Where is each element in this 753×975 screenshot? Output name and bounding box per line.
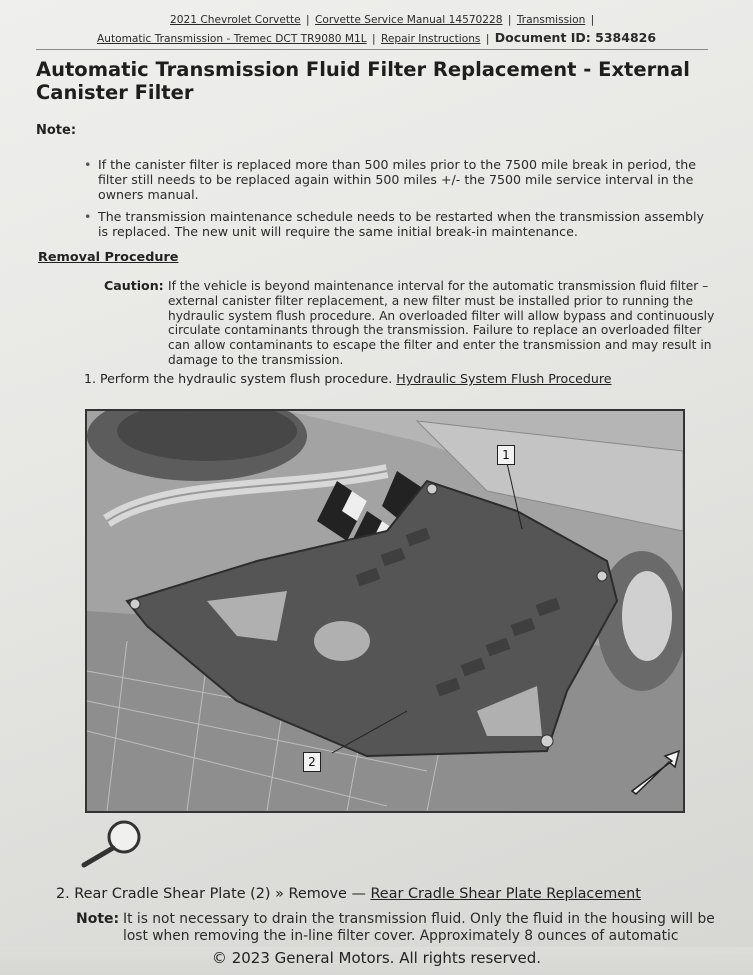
- page-title: Automatic Transmission Fluid Filter Replacement - External Canister Filter: [36, 58, 690, 104]
- callout-1: 1: [497, 445, 515, 465]
- caution-label: Caution:: [104, 278, 164, 293]
- breadcrumb-separator: |: [590, 14, 595, 26]
- breadcrumb-automatic-transmission-link[interactable]: Automatic Transmission - Tremec DCT TR9080 M1L: [97, 33, 367, 45]
- zoom-magnifier-icon[interactable]: [78, 817, 148, 875]
- removal-procedure-heading: Removal Procedure: [38, 250, 179, 265]
- breadcrumb-separator: |: [485, 33, 490, 45]
- caution-text: If the vehicle is beyond maintenance interval for the automatic transmission fluid filter – external canister filter replacement, a new filter must be installed prior to running the hydraulic system flush procedure. An overloaded filter will allow bypass and continuously circulate contaminants through the transmission. Failure to replace an overloaded filter can allow contaminants to escape the filter and enter the transmission and may result in damage to the transmission.: [168, 279, 715, 367]
- header-divider: [36, 49, 708, 50]
- note-label: Note:: [36, 123, 77, 138]
- breadcrumb-line-2: [97, 30, 656, 45]
- breadcrumb-transmission-link[interactable]: Transmission: [516, 14, 586, 26]
- shear-plate-illustration: [85, 409, 685, 813]
- breadcrumb-repair-instructions-link[interactable]: Repair Instructions: [380, 33, 481, 45]
- step-2: [56, 886, 641, 902]
- note-2-text: It is not necessary to drain the transmission fluid. Only the fluid in the housing will be lost when removing the in-line filter cover. Approximately 8 ounces of automatic: [123, 911, 715, 944]
- callout-2: 2: [303, 752, 321, 772]
- step-1: [84, 371, 612, 386]
- bullet-dot: •: [84, 157, 92, 172]
- breadcrumb-line-1: [170, 14, 596, 26]
- breadcrumb-separator: |: [507, 14, 512, 26]
- step-2-text: 2. Rear Cradle Shear Plate (2) » Remove —: [56, 886, 366, 902]
- copyright-footer: © 2023 General Motors. All rights reserved.: [0, 947, 753, 975]
- shear-plate-replacement-link[interactable]: Rear Cradle Shear Plate Replacement: [370, 886, 641, 902]
- breadcrumb-separator: |: [306, 14, 310, 26]
- breadcrumb-separator: |: [371, 33, 376, 45]
- bullet-dot: •: [84, 209, 92, 224]
- breadcrumb-vehicle-link[interactable]: 2021 Chevrolet Corvette: [170, 14, 301, 26]
- step-1-text: 1. Perform the hydraulic system flush procedure.: [84, 371, 393, 386]
- illustration-drawing: [87, 411, 683, 811]
- note-2-label: Note:: [76, 911, 120, 927]
- hydraulic-flush-link[interactable]: Hydraulic System Flush Procedure: [396, 371, 612, 386]
- note-bullet-text: If the canister filter is replaced more than 500 miles prior to the 7500 mile break in period, the filter still needs to be replaced again within 500 miles +/- the 7500 mile service interval in the owners manual.: [98, 157, 697, 202]
- note-bullet-text: The transmission maintenance schedule needs to be restarted when the transmission assembly is replaced. The new unit will require the same initial break-in maintenance.: [98, 209, 704, 239]
- breadcrumb-manual-link[interactable]: Corvette Service Manual 14570228: [315, 14, 503, 26]
- document-id: Document ID: 5384826: [494, 30, 657, 45]
